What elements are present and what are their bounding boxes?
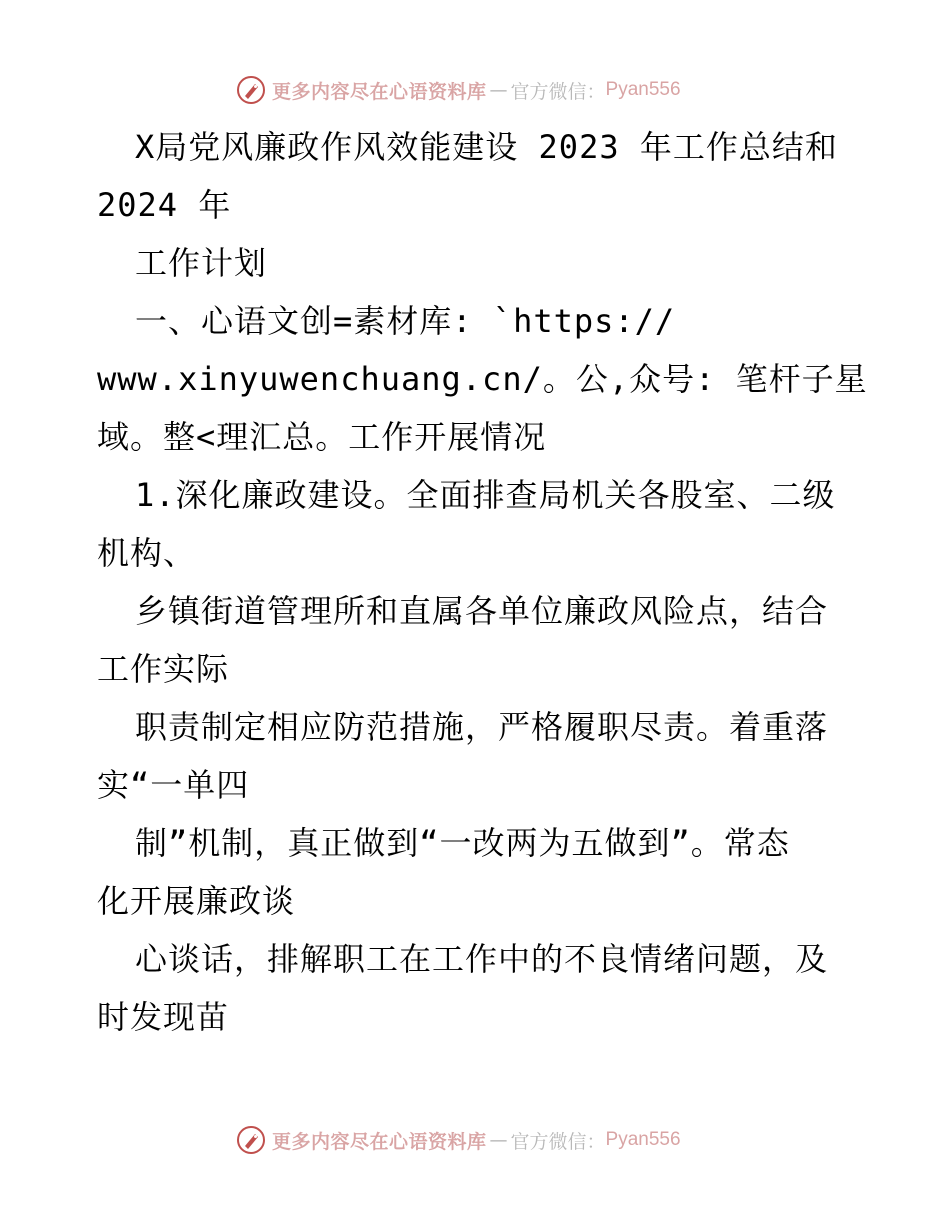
footer-watermark — [236, 1122, 681, 1158]
paragraph-line: 时发现苗 — [97, 998, 230, 1036]
paragraph-line: 职责制定相应防范措施，严格履职尽责。着重落 — [135, 708, 829, 746]
paragraph-line: 机构、 — [97, 534, 197, 572]
header-watermark — [236, 72, 681, 108]
paragraph-line: 域。整<理汇总。工作开展情况 — [97, 418, 547, 456]
watermark-separator: — — [489, 1129, 508, 1151]
paragraph-line: 一、心语文创=素材库: `https:// — [135, 302, 676, 340]
title-line-3: 工作计划 — [135, 244, 268, 282]
paragraph-line: 1.深化廉政建设。全面排查局机关各股室、二级 — [135, 476, 836, 514]
paragraph-line: 制”机制，真正做到“一改两为五做到”。常态 — [135, 824, 790, 862]
watermark-sub-text: 官方微信： — [510, 1130, 606, 1153]
watermark-id: Pyan556 — [605, 1129, 681, 1150]
watermark-sub-text: 官方微信： — [510, 80, 606, 103]
paragraph-line: 实“一单四 — [97, 766, 250, 804]
watermark-main-text: 更多内容尽在心语资料库 — [272, 80, 487, 103]
document-body — [97, 118, 868, 1046]
watermark-main-text: 更多内容尽在心语资料库 — [272, 1130, 487, 1153]
paragraph-line: 心谈话，排解职工在工作中的不良情绪问题，及 — [135, 940, 829, 978]
pen-nib-logo-icon — [236, 1125, 266, 1155]
title-line-2: 2024 年 — [97, 186, 232, 224]
title-line-1: X局党风廉政作风效能建设 2023 年工作总结和 — [135, 128, 838, 166]
pen-nib-logo-icon — [236, 75, 266, 105]
paragraph-line: 化开展廉政谈 — [97, 882, 296, 920]
paragraph-line: 工作实际 — [97, 650, 230, 688]
watermark-separator: — — [489, 79, 508, 101]
paragraph-line: 乡镇街道管理所和直属各单位廉政风险点，结合 — [135, 592, 829, 630]
watermark-id: Pyan556 — [605, 79, 681, 100]
paragraph-line: www.xinyuwenchuang.cn/。公,众号: 笔杆子星 — [97, 360, 868, 398]
